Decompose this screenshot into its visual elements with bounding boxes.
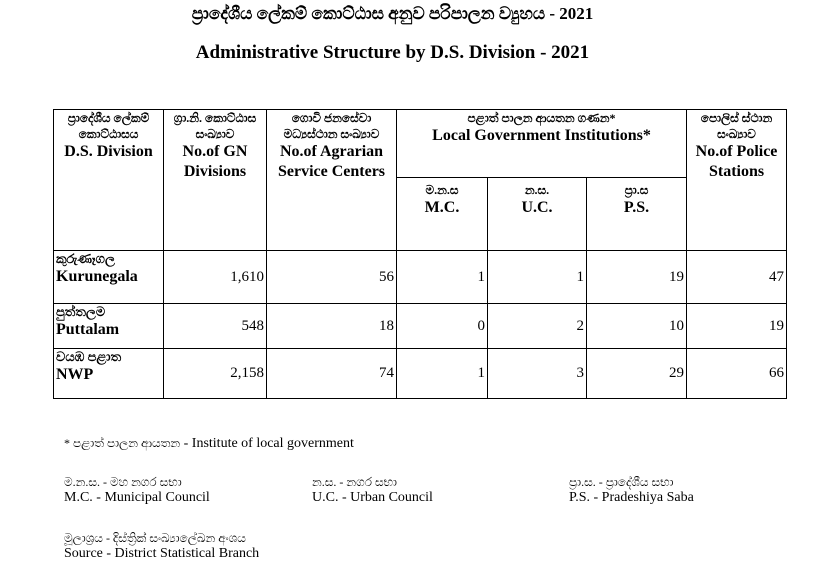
cell-ps: 19 <box>587 251 687 304</box>
cell-ps: 29 <box>587 349 687 399</box>
legend-mc-si: ම.න.ස. - මහ නගර සභා <box>64 475 182 489</box>
footnote-lgi-en: - Institute of local government <box>180 436 354 451</box>
cell-agrarian: 56 <box>267 251 397 304</box>
header-lgi-en: Local Government Institutions* <box>432 127 651 144</box>
row-name <box>54 349 164 399</box>
header-police-si: පොලිස් ස්ථාන සංඛ්‍යාව <box>700 111 773 141</box>
header-ps-en: P.S. <box>623 199 650 216</box>
legend-ps-en: P.S. - Pradeshiya Saba <box>569 490 694 505</box>
header-uc-si: න.ස. <box>524 183 550 197</box>
header-ds-si: ප්‍රාදේශීය ලේකම් කොට්ඨාසය <box>67 111 150 141</box>
admin-structure-table <box>53 109 787 399</box>
footnote-lgi <box>64 436 354 452</box>
row-name <box>54 251 164 304</box>
header-police-en: No.of Police Stations <box>695 143 778 180</box>
header-ds-division <box>54 110 164 251</box>
header-gn-en: No.of GN Divisions <box>182 143 248 180</box>
row-name-en: Puttalam <box>56 321 120 338</box>
cell-uc: 1 <box>488 251 587 304</box>
title-sinhala: ප්‍රාදේශීය ලේකම් කොට්ඨාස අනුව පරිපාලන ව්‍යුහය - 2021 <box>191 4 594 23</box>
header-mc-en: M.C. <box>424 199 460 216</box>
footnote-lgi-si: * පළාත් පාලන ආයතන <box>64 436 181 450</box>
legend-uc-en: U.C. - Urban Council <box>312 490 433 505</box>
source-si: මූලාශ්‍රය - දිස්ත්‍රික් සංඛ්‍යාලේඛන අංශය <box>64 531 246 545</box>
row-name-si: පුත්තලම <box>56 304 106 319</box>
header-uc <box>488 178 587 251</box>
cell-ps: 10 <box>587 304 687 349</box>
cell-agrarian: 74 <box>267 349 397 399</box>
legend-mc <box>64 475 210 506</box>
table-row <box>54 349 787 399</box>
cell-agrarian: 18 <box>267 304 397 349</box>
cell-uc: 2 <box>488 304 587 349</box>
legend-uc-si: න.ස. - නගර සභා <box>312 475 397 489</box>
header-uc-en: U.C. <box>521 199 553 216</box>
header-police-stations <box>687 110 787 251</box>
header-mc <box>397 178 488 251</box>
legend-ps-si: ප්‍රා.ස. - ප්‍රාදේශීය සභා <box>569 475 674 489</box>
row-name-si: කුරුණෑගල <box>56 251 115 266</box>
header-lgi-si: පළාත් පාලන ආයතන ගණන* <box>467 111 616 125</box>
cell-gn: 2,158 <box>164 349 267 399</box>
header-gn-divisions <box>164 110 267 251</box>
cell-police: 19 <box>687 304 787 349</box>
header-agr-si: ගොවි ජනසේවා මධ්‍යස්ථාන සංඛ්‍යාව <box>283 111 380 141</box>
header-ds-en: D.S. Division <box>64 143 153 160</box>
cell-mc: 0 <box>397 304 488 349</box>
header-ps-si: ප්‍රා.ස <box>624 183 649 197</box>
cell-uc: 3 <box>488 349 587 399</box>
header-ps <box>587 178 687 251</box>
title-english: Administrative Structure by D.S. Division - 2021 <box>195 42 590 63</box>
row-name-si: වයඹ පළාත <box>56 349 122 364</box>
legend-uc <box>312 475 433 506</box>
header-local-government <box>397 110 687 178</box>
cell-gn: 548 <box>164 304 267 349</box>
table-row <box>54 251 787 304</box>
header-agrarian-centers <box>267 110 397 251</box>
cell-police: 47 <box>687 251 787 304</box>
header-gn-si: ග්‍රා.නි. කොට්ඨාස සංඛ්‍යාව <box>173 111 257 141</box>
header-agr-en: No.of Agrarian Service Centers <box>277 143 386 180</box>
header-mc-si: ම.න.ස <box>425 183 459 197</box>
legend-ps <box>569 475 694 506</box>
table-row <box>54 304 787 349</box>
cell-mc: 1 <box>397 251 488 304</box>
cell-gn: 1,610 <box>164 251 267 304</box>
row-name <box>54 304 164 349</box>
row-name-en: Kurunegala <box>56 268 138 285</box>
source-note <box>64 531 259 562</box>
source-en: Source - District Statistical Branch <box>64 546 260 561</box>
cell-police: 66 <box>687 349 787 399</box>
row-name-en: NWP <box>56 366 94 383</box>
cell-mc: 1 <box>397 349 488 399</box>
legend-mc-en: M.C. - Municipal Council <box>64 490 210 505</box>
